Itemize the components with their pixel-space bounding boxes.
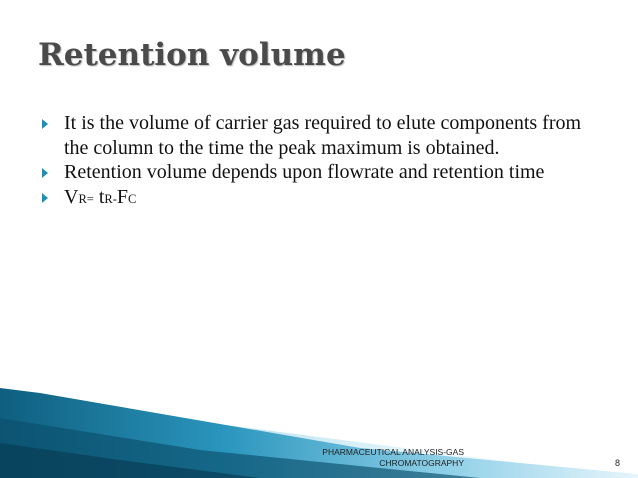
bullet-arrow-icon	[42, 119, 48, 129]
formula-c: C	[128, 191, 137, 206]
bullet-list	[38, 111, 608, 211]
formula	[64, 186, 136, 208]
bullet-text: It is the volume of carrier gas required to elute components from the column to the time the peak maximum is obtained.	[64, 112, 582, 159]
bullet-item	[38, 160, 608, 185]
slide-title: Retention volume	[38, 37, 346, 73]
footer-text: PHARMACEUTICAL ANALYSIS-GAS CHROMATOGRAPHY	[322, 447, 464, 468]
formula-t: t	[98, 185, 105, 208]
page-number: 8	[615, 458, 621, 468]
bullet-arrow-icon	[42, 168, 48, 178]
formula-r-equals: R=	[78, 191, 94, 206]
formula-f: F	[116, 185, 129, 208]
bullet-arrow-icon	[42, 193, 48, 203]
formula-item	[38, 185, 608, 212]
formula-r-dash: R-	[104, 191, 117, 206]
formula-v: V	[64, 185, 79, 208]
bullet-text: Retention volume depends upon flowrate and retention time	[64, 161, 545, 183]
bullet-item	[38, 111, 608, 160]
